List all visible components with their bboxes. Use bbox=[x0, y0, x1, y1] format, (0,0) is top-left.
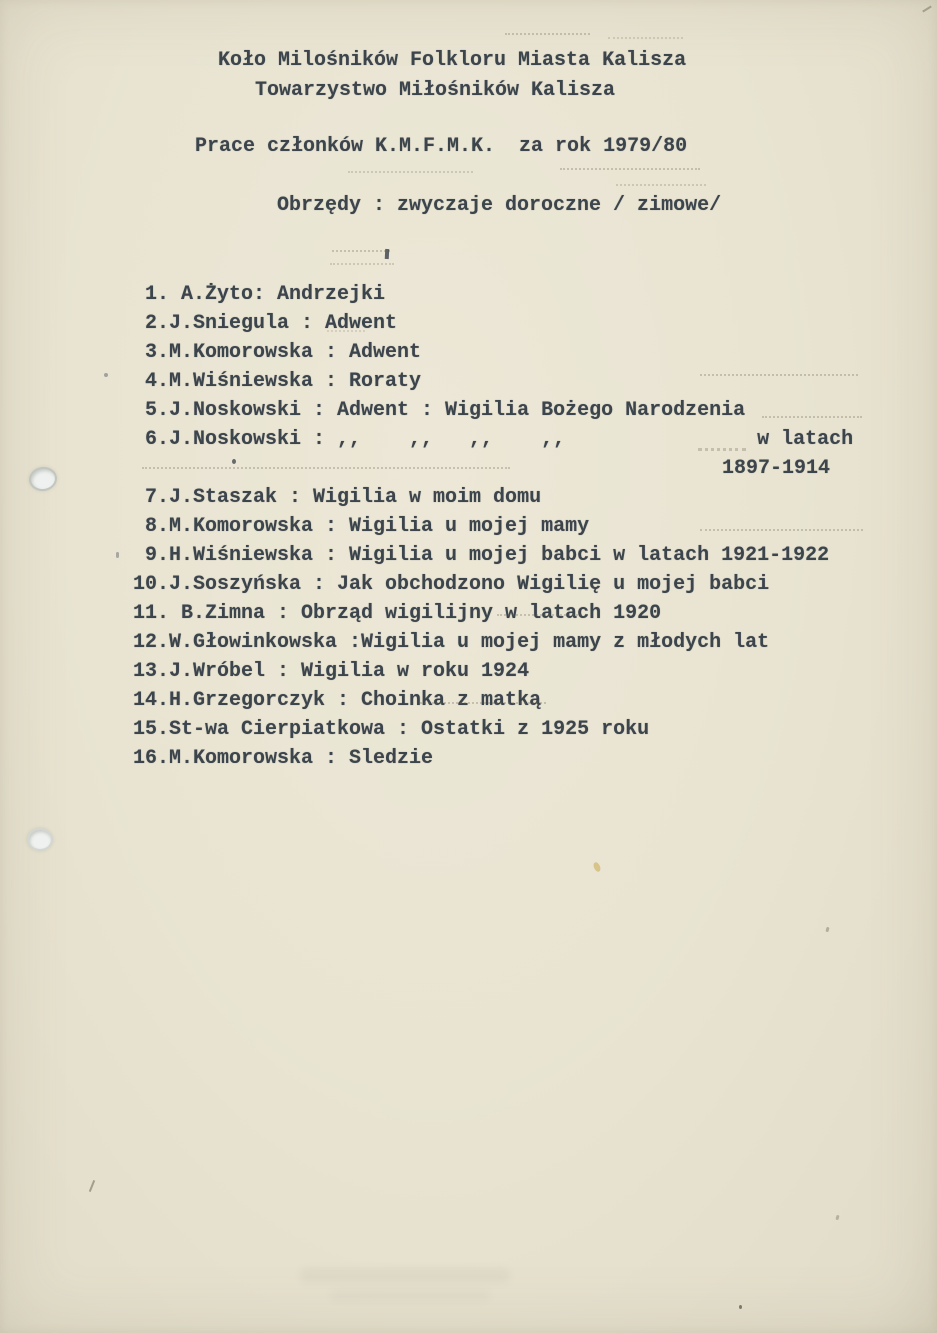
list-item-16: 16.M.Komorowska : Sledzie bbox=[133, 747, 434, 770]
list-item-7: 7.J.Staszak : Wigilia w moim domu bbox=[133, 486, 542, 509]
smudge-line bbox=[700, 529, 863, 531]
smudge-line bbox=[332, 250, 390, 252]
list-item-10: 10.J.Soszyńska : Jak obchodzono Wigilię u mojej babci bbox=[133, 573, 770, 596]
margin-dot bbox=[116, 552, 119, 558]
pencil-slash bbox=[89, 1180, 95, 1192]
list-item-2: 2.J.Sniegula : Adwent bbox=[133, 312, 398, 335]
punch-hole-top bbox=[27, 465, 58, 493]
list-item-12: 12.W.Głowinkowska :Wigilia u mojej mamy z młodych lat bbox=[133, 631, 770, 654]
list-item-1: 1. A.Żyto: Andrzejki bbox=[133, 283, 386, 306]
smudge-line bbox=[608, 37, 683, 39]
smudge-line bbox=[420, 702, 546, 704]
punch-hole-bottom bbox=[27, 828, 53, 851]
smudge-line bbox=[616, 184, 706, 186]
list-item-3: 3.M.Komorowska : Adwent bbox=[133, 341, 422, 364]
smudge-line bbox=[142, 467, 510, 469]
smudge-line bbox=[700, 374, 858, 376]
smudge-line bbox=[505, 33, 590, 35]
smudge-line bbox=[497, 614, 582, 616]
header-subtitle-line: Obrzędy : zwyczaje doroczne / zimowe/ bbox=[277, 194, 722, 217]
bleed-through-text bbox=[300, 1268, 510, 1283]
stray-apostrophe-mark bbox=[385, 249, 390, 259]
margin-dot bbox=[104, 373, 108, 377]
list-item-14: 14.H.Grzegorczyk : Choinka z matką bbox=[133, 689, 542, 712]
list-item-8: 8.M.Komorowska : Wigilia u mojej mamy bbox=[133, 515, 590, 538]
list-item-11: 11. B.Zimna : Obrząd wigilijny w latach 1920 bbox=[133, 602, 662, 625]
list-item-6: 6.J.Noskowski : ,, ,, ,, ,, w latach bbox=[133, 428, 854, 451]
smudge-line bbox=[327, 330, 365, 332]
list-item-5: 5.J.Noskowski : Adwent : Wigilia Bożego Narodzenia bbox=[133, 399, 746, 422]
ink-dot bbox=[232, 459, 236, 464]
header-org-line-1: Koło Milośników Folkloru Miasta Kalisza bbox=[218, 49, 687, 72]
list-item-9: 9.H.Wiśniewska : Wigilia u mojej babci w latach 1921-1922 bbox=[133, 544, 830, 567]
faint-comma-mark bbox=[835, 1215, 839, 1221]
smudge-line bbox=[762, 416, 862, 418]
list-item-6-continuation: 1897-1914 bbox=[722, 457, 831, 480]
header-org-line-2: Towarzystwo Miłośników Kalisza bbox=[255, 79, 616, 102]
smudge-line bbox=[560, 168, 700, 170]
smudge-line bbox=[348, 171, 473, 173]
works-list bbox=[133, 280, 913, 773]
list-item-13: 13.J.Wróbel : Wigilia w roku 1924 bbox=[133, 660, 530, 683]
list-item-15: 15.St-wa Cierpiatkowa : Ostatki z 1925 roku bbox=[133, 718, 650, 741]
ink-dot bbox=[739, 1305, 742, 1309]
bleed-through-text bbox=[330, 1290, 490, 1301]
yellow-stain bbox=[592, 861, 602, 873]
faint-comma-mark bbox=[825, 927, 829, 933]
list-item-4: 4.M.Wiśniewska : Roraty bbox=[133, 370, 422, 393]
corner-scratch bbox=[922, 6, 932, 13]
header-title-line: Prace członków K.M.F.M.K. za rok 1979/80 bbox=[195, 135, 688, 158]
smudge-line bbox=[698, 448, 746, 451]
smudge-line bbox=[330, 263, 394, 265]
